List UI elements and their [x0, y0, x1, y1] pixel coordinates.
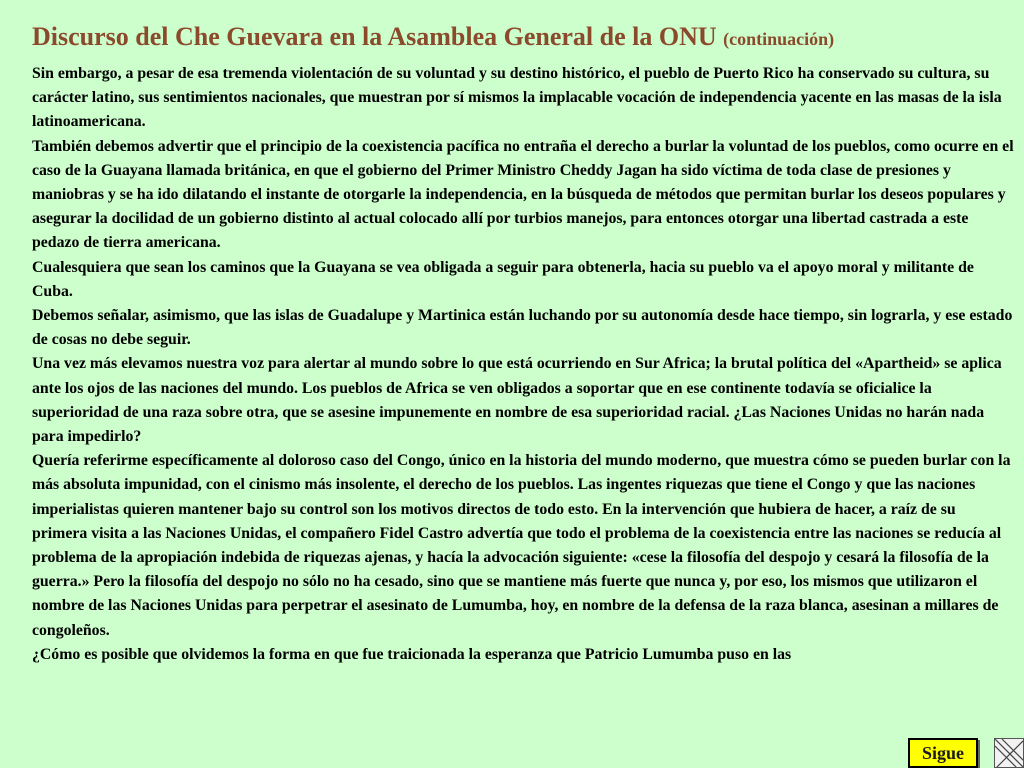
paragraph: Quería referirme específicamente al doloroso caso del Congo, único en la historia del mundo moderno, que muestra cómo se pueden burlar con la más absoluta impunidad, con el cinismo más insolente, el derecho de los pueblos. Las ingentes riquezas que tiene el Congo y que las naciones imperialistas quieren mantener bajo su control son los motivos directos de todo esto. En la intervención que hubiera de hacer, a raíz de su primera visita a las Naciones Unidas, el compañero Fidel Castro advertía que todo el problema de la coexistencia entre las naciones se reducía al problema de la apropiación indebida de riquezas ajenas, y hacía la advocación siguiente: «cese la filosofía del despojo y cesará la filosofía de la guerra.» Pero la filosofía del despojo no sólo no ha cesado, sino que se mantiene más fuerte que nunca y, por eso, los mismos que utilizaron el nombre de las Naciones Unidas para perpetrar el asesinato de Lumumba, hoy, en nombre de la defensa de la raza blanca, asesinan a millares de congoleños.: [32, 452, 1011, 639]
paragraph: Una vez más elevamos nuestra voz para alertar al mundo sobre lo que está ocurriendo en Sur Africa; la brutal política del «Apartheid» se aplica ante los ojos de las naciones del mundo. Los pueblos de Africa se ven obligados a soportar que en ese continente todavía se oficialice la superioridad de una raza sobre otra, que se asesine impunemente en nombre de esa superioridad racial. ¿Las Naciones Unidas no harán nada para impedirlo?: [32, 355, 1002, 446]
paragraph: Debemos señalar, asimismo, que las islas de Guadalupe y Martinica están luchando por su autonomía desde hace tiempo, sin lograrla, y ese estado de cosas no debe seguir.: [32, 307, 1013, 349]
page-title: [32, 20, 1002, 56]
next-slide-button[interactable]: Sigue: [908, 738, 978, 768]
end-slide-icon: [995, 739, 1024, 768]
paragraph: Sin embargo, a pesar de esa tremenda violentación de su voluntad y su destino histórico, el pueblo de Puerto Rico ha conservado su cultura, su carácter latino, sus sentimientos nacionales, que muestran por sí mismos la implacable vocación de independencia yacente en las masas de la isla latinoamericana.: [32, 65, 1002, 131]
title-subtitle: (continuación): [723, 29, 835, 49]
speech-text: [32, 62, 1014, 667]
paragraph: Cualesquiera que sean los caminos que la Guayana se vea obligada a seguir para obtenerla, hacia su pueblo va el apoyo moral y militante de Cuba.: [32, 258, 974, 300]
end-slide-button[interactable]: [994, 738, 1024, 768]
title-main: Discurso del Che Guevara en la Asamblea General de la ONU: [32, 22, 717, 51]
paragraph: ¿Cómo es posible que olvidemos la forma en que fue traicionada la esperanza que Patricio Lumumba puso en las: [32, 645, 792, 663]
paragraph: También debemos advertir que el principio de la coexistencia pacífica no entraña el derecho a burlar la voluntad de los pueblos, como ocurre en el caso de la Guayana llamada británica, en que el gobierno del Primer Ministro Cheddy Jagan ha sido víctima de toda clase de presiones y maniobras y se ha ido dilatando el instante de otorgarle la independencia, en la búsqueda de métodos que permitan burlar los deseos populares y asegurar la docilidad de un gobierno distinto al actual colocado allí por turbios manejos, para entonces otorgar una libertad castrada a este pedazo de tierra americana.: [32, 137, 1014, 252]
